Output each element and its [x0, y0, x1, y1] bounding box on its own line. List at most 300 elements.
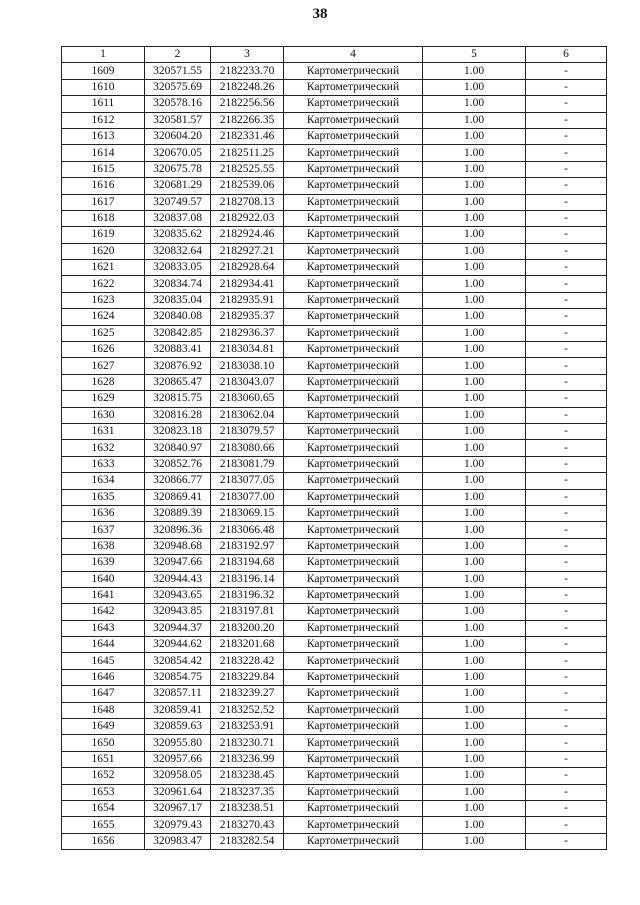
method-cell: Картометрический [284, 391, 423, 407]
accuracy-cell: 1.00 [423, 276, 526, 292]
x-coordinate-cell: 320967.17 [145, 800, 211, 816]
x-coordinate-cell: 320979.43 [145, 817, 211, 833]
note-cell: - [526, 702, 607, 718]
y-coordinate-cell: 2183043.07 [211, 374, 284, 390]
table-header [62, 47, 607, 63]
header-cell-4: 4 [284, 47, 423, 63]
point-number-cell: 1609 [62, 63, 145, 79]
method-cell: Картометрический [284, 522, 423, 538]
note-cell: - [526, 227, 607, 243]
x-coordinate-cell: 320842.85 [145, 325, 211, 341]
point-number-cell: 1651 [62, 751, 145, 767]
point-number-cell: 1612 [62, 112, 145, 128]
note-cell: - [526, 128, 607, 144]
accuracy-cell: 1.00 [423, 325, 526, 341]
method-cell: Картометрический [284, 768, 423, 784]
method-cell: Картометрический [284, 440, 423, 456]
point-number-cell: 1646 [62, 669, 145, 685]
point-number-cell: 1611 [62, 96, 145, 112]
accuracy-cell: 1.00 [423, 473, 526, 489]
y-coordinate-cell: 2182266.35 [211, 112, 284, 128]
accuracy-cell: 1.00 [423, 587, 526, 603]
accuracy-cell: 1.00 [423, 505, 526, 521]
table-row [62, 374, 607, 390]
accuracy-cell: 1.00 [423, 702, 526, 718]
table-row [62, 260, 607, 276]
table-row [62, 505, 607, 521]
method-cell: Картометрический [284, 719, 423, 735]
point-number-cell: 1640 [62, 571, 145, 587]
table-row [62, 227, 607, 243]
y-coordinate-cell: 2183077.00 [211, 489, 284, 505]
table-row [62, 833, 607, 849]
x-coordinate-cell: 320896.36 [145, 522, 211, 538]
y-coordinate-cell: 2183077.05 [211, 473, 284, 489]
table-row [62, 653, 607, 669]
x-coordinate-cell: 320857.11 [145, 686, 211, 702]
note-cell: - [526, 243, 607, 259]
point-number-cell: 1647 [62, 686, 145, 702]
point-number-cell: 1631 [62, 423, 145, 439]
y-coordinate-cell: 2182256.56 [211, 96, 284, 112]
accuracy-cell: 1.00 [423, 768, 526, 784]
accuracy-cell: 1.00 [423, 719, 526, 735]
note-cell: - [526, 358, 607, 374]
accuracy-cell: 1.00 [423, 161, 526, 177]
method-cell: Картометрический [284, 292, 423, 308]
x-coordinate-cell: 320854.75 [145, 669, 211, 685]
x-coordinate-cell: 320749.57 [145, 194, 211, 210]
table-row [62, 391, 607, 407]
y-coordinate-cell: 2182927.21 [211, 243, 284, 259]
y-coordinate-cell: 2183200.20 [211, 620, 284, 636]
method-cell: Картометрический [284, 194, 423, 210]
table-row [62, 309, 607, 325]
method-cell: Картометрический [284, 309, 423, 325]
note-cell: - [526, 571, 607, 587]
table-row [62, 112, 607, 128]
y-coordinate-cell: 2183069.15 [211, 505, 284, 521]
note-cell: - [526, 194, 607, 210]
accuracy-cell: 1.00 [423, 63, 526, 79]
method-cell: Картометрический [284, 653, 423, 669]
x-coordinate-cell: 320575.69 [145, 79, 211, 95]
table-row [62, 440, 607, 456]
y-coordinate-cell: 2183238.45 [211, 768, 284, 784]
point-number-cell: 1627 [62, 358, 145, 374]
table-row [62, 407, 607, 423]
note-cell: - [526, 817, 607, 833]
point-number-cell: 1652 [62, 768, 145, 784]
x-coordinate-cell: 320943.85 [145, 604, 211, 620]
note-cell: - [526, 719, 607, 735]
x-coordinate-cell: 320834.74 [145, 276, 211, 292]
point-number-cell: 1610 [62, 79, 145, 95]
accuracy-cell: 1.00 [423, 784, 526, 800]
note-cell: - [526, 604, 607, 620]
point-number-cell: 1618 [62, 210, 145, 226]
y-coordinate-cell: 2183238.51 [211, 800, 284, 816]
coordinates-table [61, 46, 607, 850]
point-number-cell: 1638 [62, 538, 145, 554]
y-coordinate-cell: 2183196.32 [211, 587, 284, 603]
y-coordinate-cell: 2183038.10 [211, 358, 284, 374]
method-cell: Картометрический [284, 833, 423, 849]
y-coordinate-cell: 2183034.81 [211, 342, 284, 358]
x-coordinate-cell: 320675.78 [145, 161, 211, 177]
point-number-cell: 1620 [62, 243, 145, 259]
table-row [62, 423, 607, 439]
y-coordinate-cell: 2182708.13 [211, 194, 284, 210]
accuracy-cell: 1.00 [423, 522, 526, 538]
y-coordinate-cell: 2182525.55 [211, 161, 284, 177]
method-cell: Картометрический [284, 489, 423, 505]
point-number-cell: 1643 [62, 620, 145, 636]
note-cell: - [526, 473, 607, 489]
x-coordinate-cell: 320571.55 [145, 63, 211, 79]
method-cell: Картометрический [284, 112, 423, 128]
point-number-cell: 1637 [62, 522, 145, 538]
method-cell: Картометрический [284, 637, 423, 653]
method-cell: Картометрический [284, 587, 423, 603]
y-coordinate-cell: 2183228.42 [211, 653, 284, 669]
accuracy-cell: 1.00 [423, 112, 526, 128]
table-row [62, 800, 607, 816]
point-number-cell: 1622 [62, 276, 145, 292]
accuracy-cell: 1.00 [423, 194, 526, 210]
x-coordinate-cell: 320859.41 [145, 702, 211, 718]
method-cell: Картометрический [284, 555, 423, 571]
table-row [62, 489, 607, 505]
x-coordinate-cell: 320961.64 [145, 784, 211, 800]
table-row [62, 292, 607, 308]
method-cell: Картометрический [284, 604, 423, 620]
point-number-cell: 1656 [62, 833, 145, 849]
note-cell: - [526, 178, 607, 194]
point-number-cell: 1632 [62, 440, 145, 456]
x-coordinate-cell: 320833.05 [145, 260, 211, 276]
point-number-cell: 1645 [62, 653, 145, 669]
note-cell: - [526, 96, 607, 112]
method-cell: Картометрический [284, 325, 423, 341]
point-number-cell: 1653 [62, 784, 145, 800]
accuracy-cell: 1.00 [423, 210, 526, 226]
method-cell: Картометрический [284, 276, 423, 292]
note-cell: - [526, 669, 607, 685]
header-cell-1: 1 [62, 47, 145, 63]
accuracy-cell: 1.00 [423, 555, 526, 571]
point-number-cell: 1625 [62, 325, 145, 341]
accuracy-cell: 1.00 [423, 735, 526, 751]
point-number-cell: 1642 [62, 604, 145, 620]
method-cell: Картометрический [284, 686, 423, 702]
x-coordinate-cell: 320670.05 [145, 145, 211, 161]
note-cell: - [526, 538, 607, 554]
x-coordinate-cell: 320859.63 [145, 719, 211, 735]
accuracy-cell: 1.00 [423, 243, 526, 259]
x-coordinate-cell: 320944.62 [145, 637, 211, 653]
note-cell: - [526, 784, 607, 800]
accuracy-cell: 1.00 [423, 342, 526, 358]
accuracy-cell: 1.00 [423, 227, 526, 243]
note-cell: - [526, 751, 607, 767]
table-row [62, 751, 607, 767]
x-coordinate-cell: 320865.47 [145, 374, 211, 390]
accuracy-cell: 1.00 [423, 571, 526, 587]
y-coordinate-cell: 2182935.91 [211, 292, 284, 308]
point-number-cell: 1630 [62, 407, 145, 423]
accuracy-cell: 1.00 [423, 538, 526, 554]
method-cell: Картометрический [284, 423, 423, 439]
header-cell-6: 6 [526, 47, 607, 63]
table-row [62, 194, 607, 210]
method-cell: Картометрический [284, 128, 423, 144]
y-coordinate-cell: 2182928.64 [211, 260, 284, 276]
note-cell: - [526, 407, 607, 423]
y-coordinate-cell: 2183194.68 [211, 555, 284, 571]
accuracy-cell: 1.00 [423, 489, 526, 505]
y-coordinate-cell: 2183079.57 [211, 423, 284, 439]
point-number-cell: 1619 [62, 227, 145, 243]
accuracy-cell: 1.00 [423, 620, 526, 636]
y-coordinate-cell: 2183237.35 [211, 784, 284, 800]
y-coordinate-cell: 2183192.97 [211, 538, 284, 554]
accuracy-cell: 1.00 [423, 128, 526, 144]
accuracy-cell: 1.00 [423, 96, 526, 112]
x-coordinate-cell: 320840.97 [145, 440, 211, 456]
point-number-cell: 1649 [62, 719, 145, 735]
x-coordinate-cell: 320578.16 [145, 96, 211, 112]
accuracy-cell: 1.00 [423, 686, 526, 702]
x-coordinate-cell: 320947.66 [145, 555, 211, 571]
note-cell: - [526, 112, 607, 128]
table-row [62, 571, 607, 587]
x-coordinate-cell: 320866.77 [145, 473, 211, 489]
x-coordinate-cell: 320840.08 [145, 309, 211, 325]
point-number-cell: 1641 [62, 587, 145, 603]
accuracy-cell: 1.00 [423, 423, 526, 439]
note-cell: - [526, 800, 607, 816]
method-cell: Картометрический [284, 161, 423, 177]
x-coordinate-cell: 320835.62 [145, 227, 211, 243]
table-row [62, 702, 607, 718]
x-coordinate-cell: 320957.66 [145, 751, 211, 767]
point-number-cell: 1623 [62, 292, 145, 308]
accuracy-cell: 1.00 [423, 653, 526, 669]
accuracy-cell: 1.00 [423, 178, 526, 194]
x-coordinate-cell: 320815.75 [145, 391, 211, 407]
y-coordinate-cell: 2182331.46 [211, 128, 284, 144]
table-row [62, 358, 607, 374]
table-row [62, 456, 607, 472]
y-coordinate-cell: 2183252.52 [211, 702, 284, 718]
method-cell: Картометрический [284, 358, 423, 374]
y-coordinate-cell: 2182511.25 [211, 145, 284, 161]
point-number-cell: 1655 [62, 817, 145, 833]
y-coordinate-cell: 2183060.65 [211, 391, 284, 407]
note-cell: - [526, 587, 607, 603]
method-cell: Картометрический [284, 735, 423, 751]
table-body [62, 63, 607, 850]
point-number-cell: 1650 [62, 735, 145, 751]
table-row [62, 587, 607, 603]
table-row [62, 555, 607, 571]
method-cell: Картометрический [284, 784, 423, 800]
y-coordinate-cell: 2182922.03 [211, 210, 284, 226]
table-row [62, 817, 607, 833]
header-cell-3: 3 [211, 47, 284, 63]
x-coordinate-cell: 320852.76 [145, 456, 211, 472]
note-cell: - [526, 735, 607, 751]
method-cell: Картометрический [284, 571, 423, 587]
method-cell: Картометрический [284, 505, 423, 521]
method-cell: Картометрический [284, 473, 423, 489]
note-cell: - [526, 555, 607, 571]
note-cell: - [526, 292, 607, 308]
point-number-cell: 1644 [62, 637, 145, 653]
y-coordinate-cell: 2183080.66 [211, 440, 284, 456]
note-cell: - [526, 440, 607, 456]
y-coordinate-cell: 2183282.54 [211, 833, 284, 849]
note-cell: - [526, 653, 607, 669]
page-number: 38 [312, 6, 328, 22]
method-cell: Картометрический [284, 407, 423, 423]
point-number-cell: 1628 [62, 374, 145, 390]
x-coordinate-cell: 320832.64 [145, 243, 211, 259]
y-coordinate-cell: 2182233.70 [211, 63, 284, 79]
method-cell: Картометрический [284, 243, 423, 259]
method-cell: Картометрический [284, 620, 423, 636]
method-cell: Картометрический [284, 227, 423, 243]
accuracy-cell: 1.00 [423, 374, 526, 390]
point-number-cell: 1614 [62, 145, 145, 161]
accuracy-cell: 1.00 [423, 358, 526, 374]
method-cell: Картометрический [284, 538, 423, 554]
header-cell-5: 5 [423, 47, 526, 63]
x-coordinate-cell: 320944.37 [145, 620, 211, 636]
method-cell: Картометрический [284, 817, 423, 833]
table-row [62, 79, 607, 95]
method-cell: Картометрический [284, 178, 423, 194]
x-coordinate-cell: 320983.47 [145, 833, 211, 849]
accuracy-cell: 1.00 [423, 309, 526, 325]
y-coordinate-cell: 2182936.37 [211, 325, 284, 341]
y-coordinate-cell: 2182539.06 [211, 178, 284, 194]
table-row [62, 735, 607, 751]
method-cell: Картометрический [284, 669, 423, 685]
table-row [62, 784, 607, 800]
method-cell: Картометрический [284, 702, 423, 718]
note-cell: - [526, 63, 607, 79]
x-coordinate-cell: 320948.68 [145, 538, 211, 554]
point-number-cell: 1634 [62, 473, 145, 489]
y-coordinate-cell: 2183201.68 [211, 637, 284, 653]
note-cell: - [526, 342, 607, 358]
y-coordinate-cell: 2183236.99 [211, 751, 284, 767]
x-coordinate-cell: 320943.65 [145, 587, 211, 603]
accuracy-cell: 1.00 [423, 751, 526, 767]
header-cell-2: 2 [145, 47, 211, 63]
method-cell: Картометрический [284, 79, 423, 95]
y-coordinate-cell: 2183253.91 [211, 719, 284, 735]
x-coordinate-cell: 320837.08 [145, 210, 211, 226]
y-coordinate-cell: 2183081.79 [211, 456, 284, 472]
note-cell: - [526, 260, 607, 276]
note-cell: - [526, 768, 607, 784]
table-row [62, 522, 607, 538]
table-row [62, 128, 607, 144]
x-coordinate-cell: 320823.18 [145, 423, 211, 439]
accuracy-cell: 1.00 [423, 800, 526, 816]
note-cell: - [526, 276, 607, 292]
note-cell: - [526, 637, 607, 653]
table-row [62, 669, 607, 685]
note-cell: - [526, 522, 607, 538]
point-number-cell: 1633 [62, 456, 145, 472]
accuracy-cell: 1.00 [423, 260, 526, 276]
note-cell: - [526, 489, 607, 505]
method-cell: Картометрический [284, 456, 423, 472]
note-cell: - [526, 309, 607, 325]
point-number-cell: 1636 [62, 505, 145, 521]
note-cell: - [526, 325, 607, 341]
note-cell: - [526, 423, 607, 439]
point-number-cell: 1621 [62, 260, 145, 276]
table-row [62, 473, 607, 489]
note-cell: - [526, 161, 607, 177]
accuracy-cell: 1.00 [423, 637, 526, 653]
accuracy-cell: 1.00 [423, 145, 526, 161]
accuracy-cell: 1.00 [423, 79, 526, 95]
point-number-cell: 1654 [62, 800, 145, 816]
table-row [62, 620, 607, 636]
x-coordinate-cell: 320955.80 [145, 735, 211, 751]
table-row [62, 276, 607, 292]
table-row [62, 243, 607, 259]
x-coordinate-cell: 320581.57 [145, 112, 211, 128]
table-row [62, 342, 607, 358]
accuracy-cell: 1.00 [423, 817, 526, 833]
table-row [62, 161, 607, 177]
y-coordinate-cell: 2183062.04 [211, 407, 284, 423]
note-cell: - [526, 620, 607, 636]
note-cell: - [526, 210, 607, 226]
accuracy-cell: 1.00 [423, 456, 526, 472]
x-coordinate-cell: 320944.43 [145, 571, 211, 587]
x-coordinate-cell: 320816.28 [145, 407, 211, 423]
accuracy-cell: 1.00 [423, 669, 526, 685]
table-row [62, 63, 607, 79]
point-number-cell: 1635 [62, 489, 145, 505]
y-coordinate-cell: 2182935.37 [211, 309, 284, 325]
method-cell: Картометрический [284, 342, 423, 358]
accuracy-cell: 1.00 [423, 440, 526, 456]
method-cell: Картометрический [284, 145, 423, 161]
y-coordinate-cell: 2183066.48 [211, 522, 284, 538]
table-row [62, 325, 607, 341]
y-coordinate-cell: 2183196.14 [211, 571, 284, 587]
y-coordinate-cell: 2183229.84 [211, 669, 284, 685]
table-row [62, 637, 607, 653]
note-cell: - [526, 833, 607, 849]
point-number-cell: 1615 [62, 161, 145, 177]
method-cell: Картометрический [284, 260, 423, 276]
y-coordinate-cell: 2182924.46 [211, 227, 284, 243]
accuracy-cell: 1.00 [423, 292, 526, 308]
accuracy-cell: 1.00 [423, 604, 526, 620]
table-row [62, 96, 607, 112]
table-row [62, 604, 607, 620]
